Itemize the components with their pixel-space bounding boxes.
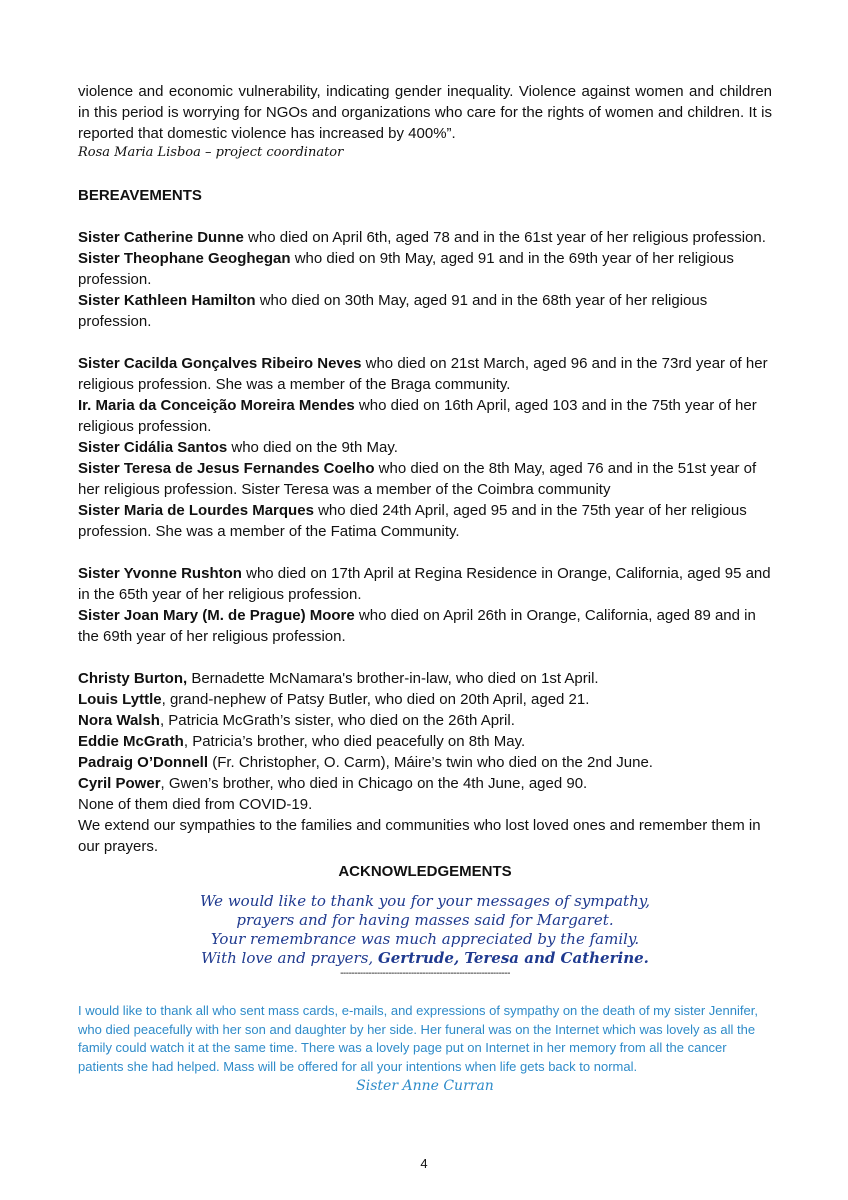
intro-signature: Rosa Maria Lisboa – project coordinator: [78, 145, 344, 160]
bereavement-details: who died on 16th April, aged 103 and in the 75th year of her religious profession.: [78, 397, 757, 435]
bereavement-details: who died on 21st March, aged 96 and in the 73rd year of her religious profession. She was a member of the Braga community.: [78, 355, 768, 393]
deceased-name: Sister Cidália Santos: [78, 439, 228, 456]
bereavement-details: , Patricia’s brother, who died peacefully on 8th May.: [183, 733, 526, 750]
deceased-name: Christy Burton,: [78, 670, 188, 687]
bereavement-details: , grand-nephew of Patsy Butler, who died on 20th April, aged 21.: [161, 691, 590, 708]
covid-note: None of them died from COVID-19.: [78, 796, 313, 813]
page-number: 4: [420, 1156, 428, 1171]
bereavement-entry: [78, 752, 772, 773]
bereavement-group-2: [78, 353, 772, 542]
bereavement-details: (Fr. Christopher, O. Carm), Máire’s twin who died on the 2nd June.: [208, 754, 653, 771]
bereavement-entry: [78, 227, 772, 248]
bereavement-entry: [78, 563, 772, 605]
bereavement-entry: [78, 353, 772, 395]
bereavement-details: who died on 17th April at Regina Residence in Orange, California, aged 95 and in the 65th year of her religious profession.: [78, 565, 771, 603]
bereavement-entry: [78, 731, 772, 752]
bereavement-details: who died on 30th May, aged 91 and in the 68th year of her religious profession.: [78, 292, 708, 330]
intro-paragraph: violence and economic vulnerability, indicating gender inequality. Violence against women and children in this period is worrying for NGOs and organizations who care for the rights of women and children. It is reported that domestic violence has increased by 400%”.: [78, 83, 772, 142]
bereavement-entry: [78, 458, 772, 500]
bereavement-entry: [78, 689, 772, 710]
verse-prefix: With love and prayers,: [201, 949, 378, 967]
deceased-name: Sister Catherine Dunne: [78, 229, 244, 246]
anne-curran-signature: Sister Anne Curran: [356, 1078, 494, 1094]
bereavement-entry: [78, 605, 772, 647]
verse-line: prayers and for having masses said for Margaret.: [236, 911, 614, 929]
verse-line: We would like to thank you for your messages of sympathy,: [199, 892, 650, 910]
bereavement-entry: [78, 773, 772, 794]
deceased-name: Sister Kathleen Hamilton: [78, 292, 256, 309]
bereavement-details: who died on April 6th, aged 78 and in the 61st year of her religious profession.: [243, 229, 766, 246]
document-page: [78, 0, 772, 1094]
deceased-name: Cyril Power: [78, 775, 161, 792]
bereavement-details: Bernadette McNamara's brother-in-law, who died on 1st April.: [187, 670, 599, 687]
bereavement-entry: [78, 248, 772, 290]
deceased-name: Ir. Maria da Conceição Moreira Mendes: [78, 397, 355, 414]
bereavement-details: who died on 9th May, aged 91 and in the 69th year of her religious profession.: [78, 250, 734, 288]
deceased-name: Nora Walsh: [78, 712, 160, 729]
verse-line: [78, 949, 772, 968]
deceased-name: Sister Yvonne Rushton: [78, 565, 242, 582]
deceased-name: Eddie McGrath: [78, 733, 184, 750]
bereavements-heading: BEREAVEMENTS: [78, 187, 202, 204]
deceased-name: Sister Theophane Geoghegan: [78, 250, 291, 267]
bereavement-group-4: [78, 668, 772, 794]
bereavement-entry: [78, 500, 772, 542]
deceased-name: Louis Lyttle: [78, 691, 162, 708]
verse-names: Gertrude, Teresa and Catherine.: [377, 949, 649, 967]
bereavement-group-1: [78, 227, 772, 332]
acknowledgement-verse: [78, 892, 772, 968]
bereavement-entry: [78, 395, 772, 437]
deceased-name: Padraig O’Donnell: [78, 754, 209, 771]
anne-curran-paragraph: I would like to thank all who sent mass cards, e-mails, and expressions of sympathy on the death of my sister Jennifer, who died peacefully with her son and daughter by her side. Her funeral was on the Internet which was lovely as all the family could watch it at the same time. There was a lovely page put on Internet in her memory from all the cancer patients she had helped. Mass will be offered for all your intentions when life gets back to normal.: [78, 1003, 758, 1074]
deceased-name: Sister Joan Mary (M. de Prague) Moore: [78, 607, 355, 624]
bereavement-details: , Patricia McGrath’s sister, who died on the 26th April.: [159, 712, 515, 729]
deceased-name: Sister Teresa de Jesus Fernandes Coelho: [78, 460, 375, 477]
bereavement-entry: [78, 710, 772, 731]
bereavement-details: who died on the 8th May, aged 76 and in the 51st year of her religious profession. Sister Teresa was a member of the Coimbra community: [78, 460, 757, 498]
sympathy-note: We extend our sympathies to the families and communities who lost loved ones and remember them in our prayers.: [78, 817, 761, 855]
acknowledgements-heading: ACKNOWLEDGEMENTS: [338, 863, 512, 880]
bereavement-details: who died on April 26th in Orange, California, aged 89 and in the 69th year of her religious profession.: [78, 607, 756, 645]
bereavement-details: who died 24th April, aged 95 and in the 75th year of her religious profession. She was a member of the Fatima Community.: [78, 502, 747, 540]
divider-dashes: ------------------------------------------------------------: [340, 968, 510, 979]
bereavement-entry: [78, 437, 772, 458]
bereavement-entry: [78, 668, 772, 689]
bereavement-details: who died on the 9th May.: [227, 439, 398, 456]
bereavement-entry: [78, 290, 772, 332]
verse-line: Your remembrance was much appreciated by the family.: [210, 930, 640, 948]
deceased-name: Sister Cacilda Gonçalves Ribeiro Neves: [78, 355, 362, 372]
bereavement-group-3: [78, 563, 772, 647]
deceased-name: Sister Maria de Lourdes Marques: [78, 502, 314, 519]
bereavement-details: , Gwen’s brother, who died in Chicago on the 4th June, aged 90.: [160, 775, 588, 792]
